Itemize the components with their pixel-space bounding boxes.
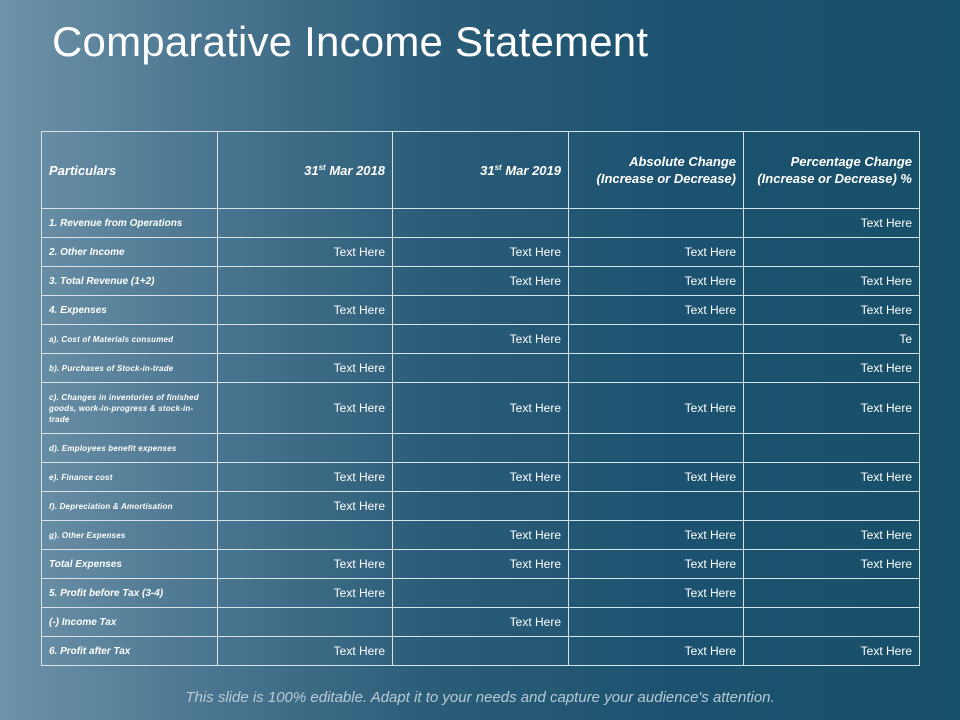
table-cell [744,434,920,463]
table-cell [218,267,393,296]
table-cell: Text Here [569,296,744,325]
table-body [42,209,920,666]
table-cell: Text Here [393,521,569,550]
table-row [42,383,920,434]
header-mar-2018-suffix: st [318,162,326,172]
table-cell: Te [744,325,920,354]
table-row [42,463,920,492]
table-cell [744,492,920,521]
header-mar-2018-day: 31 [304,162,319,178]
table-row [42,637,920,666]
header-mar-2019-suffix: st [494,162,502,172]
table-cell [218,608,393,637]
table-cell: Text Here [744,463,920,492]
header-mar-2018-rest: Mar 2018 [325,162,385,178]
table-cell: Text Here [393,608,569,637]
row-label: d). Employees benefit expenses [42,434,218,463]
table-cell: Text Here [569,637,744,666]
row-label: b). Purchases of Stock-in-trade [42,354,218,383]
row-label: 6. Profit after Tax [42,637,218,666]
header-mar-2019-day: 31 [480,162,495,178]
table-cell: Text Here [393,383,569,434]
table-cell [393,434,569,463]
table-cell [218,209,393,238]
table-row [42,354,920,383]
table-cell: Text Here [744,383,920,434]
row-label: f). Depreciation & Amortisation [42,492,218,521]
table-cell [393,637,569,666]
table-cell: Text Here [393,325,569,354]
row-label: 2. Other Income [42,238,218,267]
table-row [42,434,920,463]
row-label: g). Other Expenses [42,521,218,550]
table-cell [569,354,744,383]
table-cell [393,354,569,383]
table-cell: Text Here [218,383,393,434]
table-cell: Text Here [218,238,393,267]
table-cell: Text Here [569,550,744,579]
table-cell [569,209,744,238]
header-particulars: Particulars [42,132,218,209]
table-header-row [42,132,920,209]
table-cell: Text Here [744,354,920,383]
slide-title: Comparative Income Statement [52,18,649,65]
table-cell: Text Here [393,463,569,492]
row-label: c). Changes in inventories of finished goods, work-in-progress & stock-in-trade [42,383,218,434]
table-cell: Text Here [744,521,920,550]
header-percentage-change: Percentage Change (Increase or Decrease) % [744,132,920,209]
table-row [42,296,920,325]
row-label: a). Cost of Materials consumed [42,325,218,354]
table-cell: Text Here [393,238,569,267]
row-label: 4. Expenses [42,296,218,325]
table-cell [393,296,569,325]
header-mar-2019-rest: Mar 2019 [501,162,561,178]
table-cell: Text Here [744,296,920,325]
table-cell: Text Here [744,550,920,579]
footer-note: This slide is 100% editable. Adapt it to your needs and capture your audience's attention. [185,689,775,706]
table-row [42,579,920,608]
table-cell: Text Here [569,521,744,550]
table-cell: Text Here [393,550,569,579]
table-cell [744,238,920,267]
table-cell: Text Here [218,550,393,579]
table-row [42,267,920,296]
table-cell [218,434,393,463]
table-cell: Text Here [218,637,393,666]
table-cell [744,579,920,608]
table-cell [569,325,744,354]
table-row [42,238,920,267]
header-absolute-change: Absolute Change (Increase or Decrease) [569,132,744,209]
table-row [42,492,920,521]
income-statement-table [41,131,920,666]
table-cell [393,579,569,608]
table-cell: Text Here [569,267,744,296]
row-label: 5. Profit before Tax (3-4) [42,579,218,608]
table-row [42,521,920,550]
table-row [42,550,920,579]
table-cell [393,492,569,521]
table-cell: Text Here [218,492,393,521]
table-cell [744,608,920,637]
table-cell: Text Here [744,267,920,296]
table-cell: Text Here [218,463,393,492]
table-cell: Text Here [569,579,744,608]
table-cell: Text Here [569,238,744,267]
table-cell: Text Here [569,463,744,492]
table-cell: Text Here [393,267,569,296]
table-cell [569,608,744,637]
header-mar-2019 [393,132,569,209]
row-label: 1. Revenue from Operations [42,209,218,238]
table-cell: Text Here [218,354,393,383]
row-label: 3. Total Revenue (1+2) [42,267,218,296]
table-cell [393,209,569,238]
table-cell [218,521,393,550]
table-cell: Text Here [218,296,393,325]
table-cell [218,325,393,354]
row-label: e). Finance cost [42,463,218,492]
table-cell: Text Here [569,383,744,434]
table-cell [569,492,744,521]
table-cell: Text Here [744,637,920,666]
table-cell: Text Here [744,209,920,238]
row-label: (-) Income Tax [42,608,218,637]
table-row [42,209,920,238]
row-label: Total Expenses [42,550,218,579]
table-cell: Text Here [218,579,393,608]
table-row [42,325,920,354]
table-row [42,608,920,637]
table-cell [569,434,744,463]
header-mar-2018 [218,132,393,209]
